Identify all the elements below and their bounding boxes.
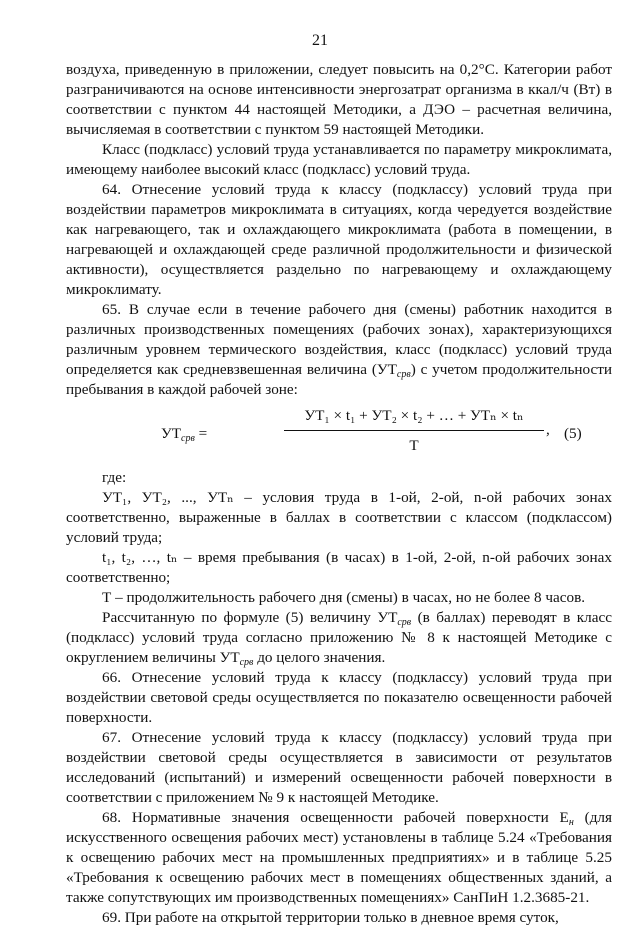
paragraph-continuation: воздуха, приведенную в приложении, следует повысить на 0,2°С. Категории работ разграничиваются на основе интенсивности энергозатрат организма в ккал/ч (Вт) в соответствии с пунктом 44 настоящей Методики, а ДЭО – расчетная величина, вычисляемая в соответствии с пунктом 59 настоящей Методики.	[66, 61, 612, 138]
subscript-srv: срв	[396, 369, 411, 380]
subscript-n: н	[568, 817, 574, 828]
calc-subscript-1: срв	[397, 617, 412, 628]
page-number: 21	[312, 32, 328, 49]
paragraph-calc	[66, 608, 612, 668]
formula-numerator: УТ₁ × t₁ + УТ₂ × t₂ + … + УТₙ × tₙ	[304, 407, 524, 424]
paragraph-66: 66. Отнесение условий труда к классу (подклассу) условий труда при воздействии световой среды осуществляется по показателю освещенности рабочей поверхности.	[66, 669, 612, 726]
paragraph-65-text-b: ) с учетом продолжительности пребывания в каждой рабочей зоне:	[66, 361, 612, 398]
definition-T: Т – продолжительность рабочего дня (смены) в часах, но не более 8 часов.	[102, 589, 586, 606]
paragraph-65	[66, 300, 612, 400]
calc-subscript-2: срв	[239, 657, 254, 668]
paragraph-68-text-a: 68. Нормативные значения освещенности рабочей поверхности Е	[102, 809, 569, 826]
paragraph-65-text-a: 65. В случае если в течение рабочего дня (смены) работник находится в различных производственных помещениях (рабочих зонах), характеризующихся различным уровнем термического воздействия, класс (подкласс) условий труда определяется как средневзвешенная величина (УТ	[66, 301, 612, 378]
paragraph-64: 64. Отнесение условий труда к классу (подклассу) условий труда при воздействии параметров микроклимата в ситуациях, когда чередуется воздействие как нагревающего, так и охлаждающего микроклимата (работа в помещении, в нагревающей и охлаждающей среде различной продолжительности и физической активности), осуществляется раздельно по нагревающему и охлаждающему микроклимату.	[66, 181, 612, 298]
formula-left-side	[161, 424, 207, 444]
where-label: где:	[102, 469, 127, 486]
document-body	[66, 60, 612, 928]
formula-denominator: Т	[409, 437, 419, 454]
definition-ut: УТ₁, УТ₂, ..., УТₙ – условия труда в 1-ой, 2-ой, n-ой рабочих зонах соответственно, выраженные в баллах в соответствии с классом (подклассом) условий труда;	[66, 489, 612, 546]
paragraph-68-text-b: (для искусственного освещения рабочих мест) установлены в таблице 5.24 «Требования к освещению рабочих мест на промышленных предприятиях» и в таблице 5.25 «Требования к освещению рабочих мест в помещениях общественных зданий, а также сопутствующих им производственных помещениях» СанПиН 1.2.3685-21.	[66, 809, 612, 906]
calc-text-b: (в баллах) переводят в класс (подкласс) условий труда согласно приложению № 8 к настоящей Методике с округлением величины УТ	[66, 609, 612, 666]
formula-fraction-bar	[284, 430, 544, 431]
calc-text-a: Рассчитанную по формуле (5) величину УТ	[102, 609, 398, 626]
paragraph-67: 67. Отнесение условий труда к классу (подклассу) условий труда при воздействии световой среды осуществляется в зависимости от результатов исследований (испытаний) и измерений освещенности рабочей поверхности в соответствии с приложением № 9 к настоящей Методике.	[66, 729, 612, 806]
calc-text-c: до целого значения.	[253, 649, 386, 666]
paragraph-69: 69. При работе на открытой территории только в дневное время суток,	[102, 909, 559, 926]
formula-5	[66, 406, 612, 464]
definition-t: t₁, t₂, …, tₙ – время пребывания (в часах) в 1-ой, 2-ой, n-ой рабочих зонах соответственно;	[66, 549, 612, 586]
formula-left-subscript: срв	[181, 433, 195, 444]
formula-ut: УТ	[161, 425, 182, 442]
formula-comma: ,	[546, 421, 550, 438]
paragraph-68	[66, 808, 612, 908]
formula-equals: =	[194, 425, 208, 442]
formula-number: (5)	[564, 425, 582, 442]
paragraph-class-microclimate: Класс (подкласс) условий труда устанавливается по параметру микроклимата, имеющему наиболее высокий класс (подкласс) условий труда.	[66, 141, 612, 178]
